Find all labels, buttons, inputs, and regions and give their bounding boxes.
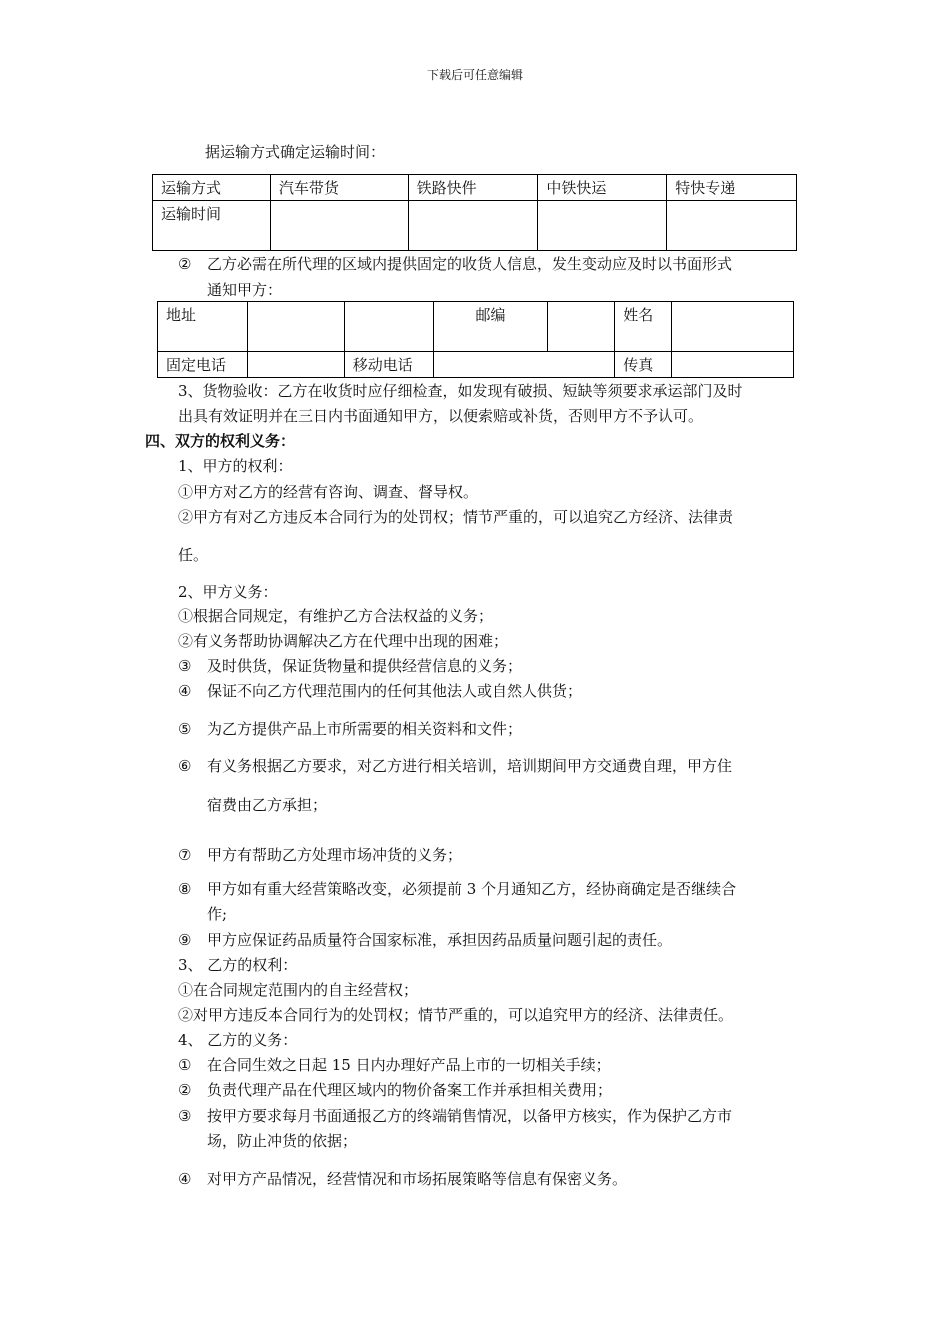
subsection-title: 3、 乙方的权利： (178, 956, 298, 974)
table-cell: 姓名 (615, 302, 672, 352)
item-marker: ⑦ (178, 846, 192, 864)
table-cell (247, 302, 344, 352)
list-item: ②对甲方违反本合同行为的处罚权；情节严重的，可以追究甲方的经济、法律责任。 (178, 1006, 734, 1024)
table-cell: 铁路快件 (408, 175, 538, 201)
table-cell (672, 302, 794, 352)
list-item: 宿费由乙方承担； (207, 796, 328, 814)
list-item: 及时供货，保证货物量和提供经营信息的义务； (207, 657, 523, 675)
paragraph-line: 出具有效证明并在三日内书面通知甲方，以便索赔或补货，否则甲方不予认可。 (178, 407, 704, 425)
list-item: 对甲方产品情况，经营情况和市场拓展策略等信息有保密义务。 (207, 1170, 628, 1188)
item-marker: ③ (178, 1107, 192, 1125)
paragraph-line: 3、货物验收：乙方在收货时应仔细检查，如发现有破损、短缺等须要求承运部门及时 (178, 382, 743, 400)
transport-time-table (152, 174, 797, 251)
receiver-info-table (157, 301, 794, 378)
item-text: 乙方必需在所代理的区域内提供固定的收货人信息，发生变动应及时以书面形式 (207, 255, 733, 273)
table-cell (667, 201, 797, 251)
table-cell: 邮编 (433, 302, 548, 352)
table-cell: 固定电话 (158, 352, 248, 378)
table-cell (408, 201, 538, 251)
subsection-title: 2、甲方义务： (178, 583, 278, 601)
subsection-title: 4、 乙方的义务： (178, 1031, 298, 1049)
list-item: 作; (207, 905, 228, 923)
item-marker: ⑥ (178, 757, 192, 775)
list-item: ②甲方有对乙方违反本合同行为的处罚权；情节严重的，可以追究乙方经济、法律责 (178, 508, 734, 526)
list-item: 为乙方提供产品上市所需要的相关资料和文件； (207, 720, 523, 738)
table-cell (247, 352, 344, 378)
item-text: 通知甲方： (207, 281, 283, 299)
item-marker: ⑨ (178, 931, 192, 949)
list-item: 按甲方要求每月书面通报乙方的终端销售情况，以备甲方核实，作为保护乙方市 (207, 1107, 733, 1125)
list-item: 负责代理产品在代理区域内的物价备案工作并承担相关费用； (207, 1081, 613, 1099)
list-item: 有义务根据乙方要求，对乙方进行相关培训，培训期间甲方交通费自理，甲方住 (207, 757, 733, 775)
page-header: 下载后可任意编辑 (426, 68, 523, 82)
list-item: 保证不向乙方代理范围内的任何其他法人或自然人供货； (207, 682, 583, 700)
table-cell: 移动电话 (344, 352, 433, 378)
item-marker: ④ (178, 1170, 192, 1188)
table-cell (344, 302, 433, 352)
item-marker: ② (178, 1081, 192, 1099)
table-cell (548, 302, 615, 352)
section-heading: 四、双方的权利义务： (145, 432, 296, 450)
list-item: 甲方应保证药品质量符合国家标准，承担因药品质量问题引起的责任。 (207, 931, 673, 949)
list-item: ①甲方对乙方的经营有咨询、调查、督导权。 (178, 483, 479, 501)
list-item: 甲方有帮助乙方处理市场冲货的义务； (207, 846, 463, 864)
item-marker: ⑧ (178, 880, 192, 898)
table-cell (270, 201, 408, 251)
item-marker: ② (178, 255, 192, 273)
intro-text: 据运输方式确定运输时间： (205, 143, 386, 161)
list-item: 甲方如有重大经营策略改变，必须提前 3 个月通知乙方，经协商确定是否继续合 (207, 880, 737, 898)
item-marker: ③ (178, 657, 192, 675)
list-item: ①在合同规定范围内的自主经营权； (178, 981, 419, 999)
table-cell: 特快专递 (667, 175, 797, 201)
table-cell (672, 352, 794, 378)
table-cell (538, 201, 667, 251)
table-cell: 中铁快运 (538, 175, 667, 201)
list-item: 在合同生效之日起 15 日内办理好产品上市的一切相关手续； (207, 1056, 611, 1074)
item-marker: ① (178, 1056, 192, 1074)
list-item: 任。 (178, 546, 209, 564)
table-cell: 运输方式 (153, 175, 271, 201)
list-item: ①根据合同规定，有维护乙方合法权益的义务； (178, 607, 494, 625)
table-cell (433, 352, 615, 378)
item-marker: ④ (178, 682, 192, 700)
subsection-title: 1、甲方的权利： (178, 457, 293, 475)
table-cell: 地址 (158, 302, 248, 352)
table-cell: 汽车带货 (270, 175, 408, 201)
list-item: ②有义务帮助协调解决乙方在代理中出现的困难； (178, 632, 509, 650)
table-cell: 传真 (615, 352, 672, 378)
table-cell: 运输时间 (153, 201, 271, 251)
item-marker: ⑤ (178, 720, 192, 738)
list-item: 场，防止冲货的依据； (207, 1132, 358, 1150)
